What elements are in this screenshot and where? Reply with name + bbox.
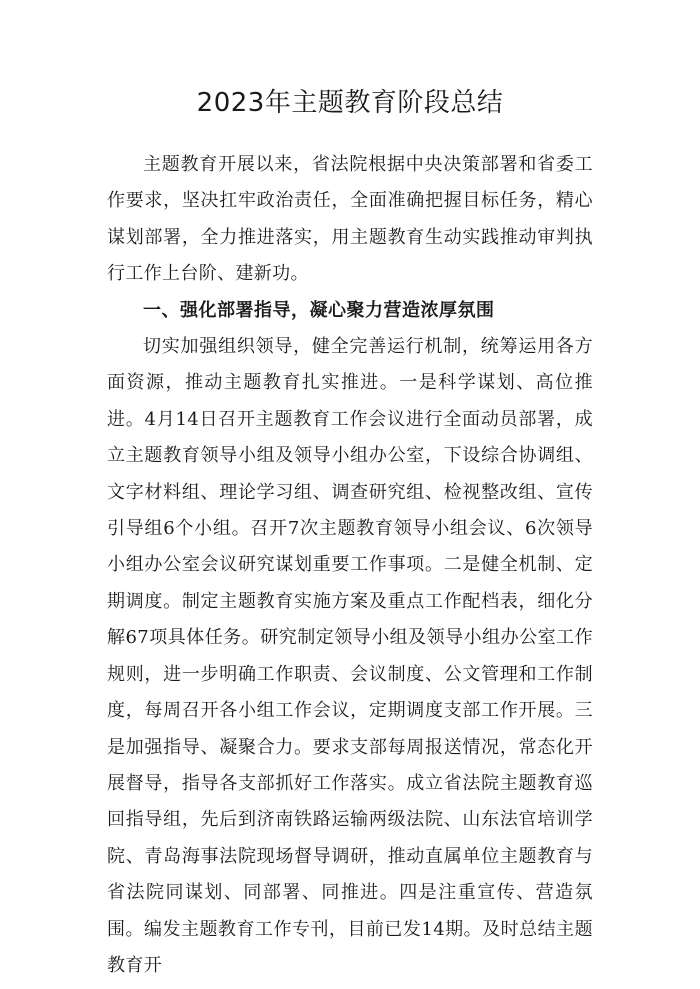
intro-paragraph: 主题教育开展以来，省法院根据中央决策部署和省委工作要求，坚决扛牢政治责任，全面准确把握目标任务，精心谋划部署，全力推进落实，用主题教育生动实践推动审判执行工作上台阶、建新功。: [107, 154, 593, 285]
document-title: 2023年主题教育阶段总结: [196, 88, 504, 118]
section-heading-1: 一、强化部署指导，凝心聚力营造浓厚氛围: [143, 299, 495, 321]
section-1-paragraph: 切实加强组织领导，健全完善运行机制，统筹运用各方面资源，推动主题教育扎实推进。一是科学谋划、高位推进。4月14日召开主题教育工作会议进行全面动员部署，成立主题教育领导小组及领导小组办公室，下设综合协调组、文字材料组、理论学习组、调查研究组、检视整改组、宣传引导组6个小组。召开7次主题教育领导小组会议、6次领导小组办公室会议研究谋划重要工作事项。二是健全机制、定期调度。制定主题教育实施方案及重点工作配档表，细化分解67项具体任务。研究制定领导小组及领导小组办公室工作规则，进一步明确工作职责、会议制度、公文管理和工作制度，每周召开各小组工作会议，定期调度支部工作开展。三是加强指导、凝聚合力。要求支部每周报送情况，常态化开展督导，指导各支部抓好工作落实。成立省法院主题教育巡回指导组，先后到济南铁路运输两级法院、山东法官培训学院、青岛海事法院现场督导调研，推动直属单位主题教育与省法院同谋划、同部署、同推进。四是注重宣传、营造氛围。编发主题教育工作专刊，目前已发14期。及时总结主题教育开: [107, 336, 593, 976]
document-body: [107, 147, 593, 984]
